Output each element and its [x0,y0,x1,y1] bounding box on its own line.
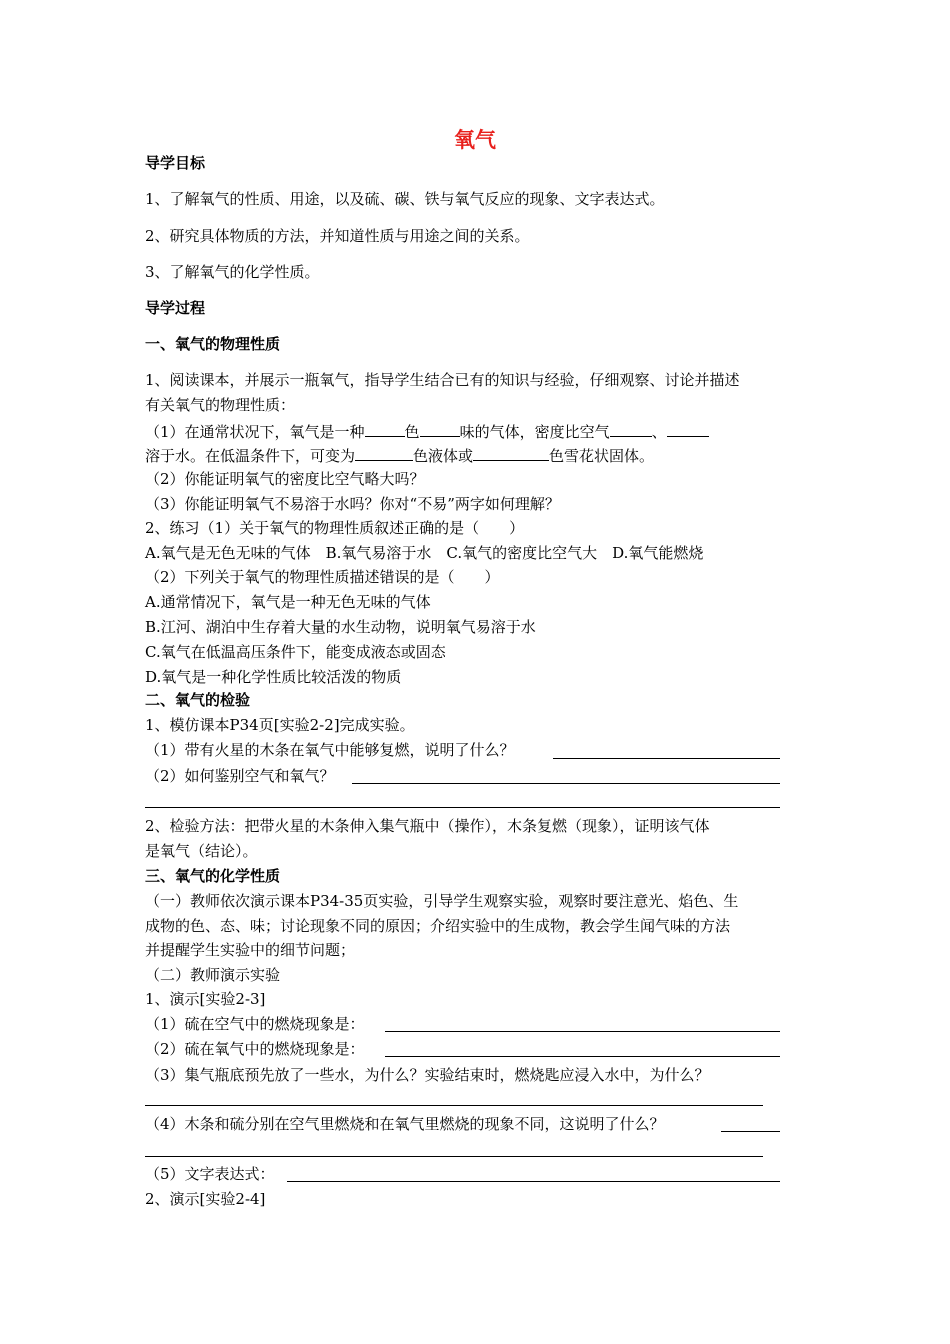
s1-paragraph-line1: 1、阅读课本，并展示一瓶氧气，指导学生结合已有的知识与经验，仔细观察、讨论并描述 [145,371,740,389]
answer-line[interactable] [287,1181,780,1182]
s3-demo1-q3: （3）集气瓶底预先放了一些水，为什么？实验结束时，燃烧匙应浸入水中，为什么？ [145,1066,710,1084]
s1-paragraph-line2: 有关氧气的物理性质： [145,396,296,414]
s1-exercise2-option-b: B.江河、湖泊中生存着大量的水生动物，说明氧气易溶于水 [145,618,536,636]
goals-heading: 导学目标 [145,154,206,172]
answer-line[interactable] [553,758,780,759]
s1-exercise2-option-c: C.氧气在低温高压条件下，能变成液态或固态 [145,643,446,661]
s3-demo1-q4: （4）木条和硫分别在空气里燃烧和在氧气里燃烧的现象不同，这说明了什么？ [145,1115,665,1133]
s2-paragraph2-line1: 2、检验方法：把带火星的木条伸入集气瓶中（操作），木条复燃（现象），证明该气体 [145,817,710,835]
q1-text-c: 味的气体，密度比空气 [459,423,610,441]
s1-exercise2: （2）下列关于氧气的物理性质描述错误的是（ ） [145,568,500,586]
fill-blank[interactable] [473,443,549,461]
s2-question1: （1）带有火星的木条在氧气中能够复燃，说明了什么？ [145,741,515,759]
fill-blank[interactable] [610,419,652,437]
answer-line[interactable] [145,1156,763,1157]
s3-paragraph1-line1: （一）教师依次演示课本P34-35页实验，引导学生观察实验，观察时要注意光、焰色、生 [145,892,739,910]
s1-exercise2-option-d: D.氧气是一种化学性质比较活泼的物质 [145,668,402,686]
answer-line[interactable] [145,1105,763,1106]
goal-item-1: 1、了解氧气的性质、用途，以及硫、碳、铁与氧气反应的现象、文字表达式。 [145,190,665,208]
answer-line[interactable] [352,783,780,784]
answer-line[interactable] [721,1131,780,1132]
s3-paragraph2: （二）教师演示实验 [145,966,281,984]
goal-item-2: 2、研究具体物质的方法，并知道性质与用途之间的关系。 [145,227,530,245]
section3-heading: 三、氧气的化学性质 [145,867,281,885]
s2-paragraph2-line2: 是氧气（结论）。 [145,842,258,860]
goal-item-3: 3、了解氧气的化学性质。 [145,263,320,281]
q1-text-e: 溶于水。在低温条件下，可变为 [145,447,356,465]
s1-exercise1-options: A.氧气是无色无味的气体 B.氧气易溶于水 C.氧气的密度比空气大 D.氧气能燃烧 [145,544,704,562]
page-title: 氧气 [454,128,496,152]
s1-question3: （3）你能证明氧气不易溶于水吗？你对“不易”两字如何理解？ [145,495,560,513]
section2-heading: 二、氧气的检验 [145,691,251,709]
q1-text-g: 色雪花状固体。 [549,447,655,465]
q1-text-a: （1）在通常状况下，氧气是一种 [145,423,365,441]
process-heading: 导学过程 [145,299,206,317]
fill-blank[interactable] [355,443,413,461]
s3-demo2: 2、演示[实验2-4] [145,1190,266,1208]
fill-blank[interactable] [420,419,460,437]
s1-exercise2-option-a: A.通常情况下，氧气是一种无色无味的气体 [145,593,431,611]
q1-text-d: 、 [651,423,667,441]
answer-line[interactable] [385,1056,780,1057]
q1-text-b: 色 [404,423,420,441]
s3-paragraph1-line3: 并提醒学生实验中的细节问题； [145,941,356,959]
s3-paragraph1-line2: 成物的色、态、味；讨论现象不同的原因；介绍实验中的生成物，教会学生闻气味的方法 [145,917,731,935]
s3-demo1: 1、演示[实验2-3] [145,990,266,1008]
s1-question2: （2）你能证明氧气的密度比空气略大吗？ [145,470,425,488]
s1-question1-line1 [145,419,709,443]
s3-demo1-q5: （5）文字表达式： [145,1165,275,1183]
s1-question1-line2 [145,443,654,467]
s3-demo1-q2: （2）硫在氧气中的燃烧现象是： [145,1040,365,1058]
s3-demo1-q1: （1）硫在空气中的燃烧现象是： [145,1015,365,1033]
s1-exercise1: 2、练习（1）关于氧气的物理性质叙述正确的是（ ） [145,519,525,537]
answer-line[interactable] [385,1031,780,1032]
s2-question2: （2）如何鉴别空气和氧气？ [145,767,335,785]
section1-heading: 一、氧气的物理性质 [145,335,281,353]
q1-text-f: 色液体或 [413,447,474,465]
s2-paragraph1: 1、模仿课本P34页[实验2-2]完成实验。 [145,716,415,734]
fill-blank[interactable] [365,419,405,437]
fill-blank[interactable] [667,419,709,437]
answer-line[interactable] [145,807,780,808]
